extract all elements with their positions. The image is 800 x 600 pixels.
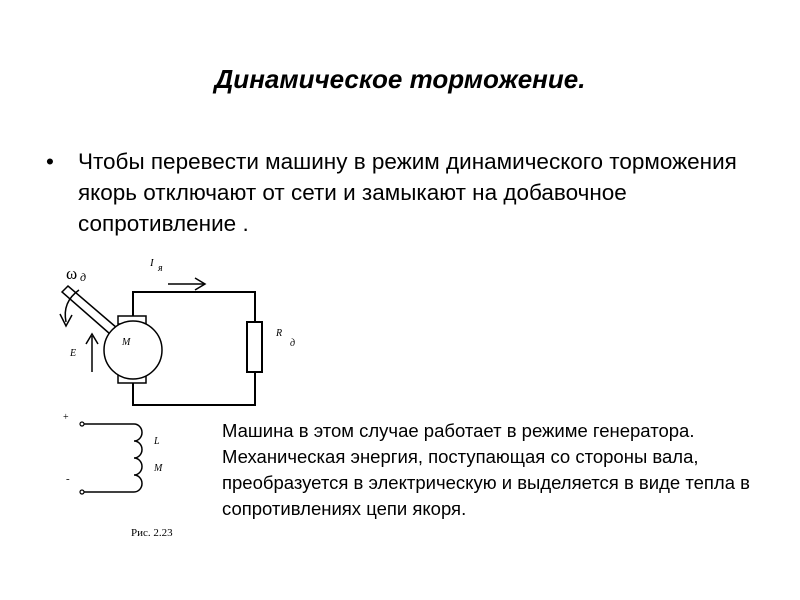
omega-sub-label: д — [80, 270, 87, 284]
current-label: I — [150, 257, 154, 269]
emf-label: E — [70, 348, 77, 359]
description-text: Машина в этом случае работает в режиме генератора. Механическая энергия, поступающая со стороны вала, преобразуется в электрическую и выделяется в виде тепла в сопротивлениях цепи якоря. — [222, 420, 750, 519]
bullet-text: Чтобы перевести машину в режим динамического торможения якорь отключают от сети и замыкают на добавочное сопротивление . — [78, 149, 737, 236]
terminal-plus — [80, 422, 84, 426]
figure-caption: Рис. 2.23 — [131, 527, 173, 539]
motor-armature — [104, 321, 162, 379]
motor-label: M — [122, 337, 131, 348]
field-l-label: L — [154, 436, 160, 447]
resistor-sub-label: д — [290, 338, 296, 349]
terminal-minus — [80, 490, 84, 494]
bottom-wire — [133, 372, 255, 405]
slide-title: Динамическое торможение. — [214, 64, 586, 94]
plus-label: + — [63, 412, 69, 423]
resistor-label: R — [276, 328, 283, 339]
current-sub-label: я — [158, 263, 163, 274]
resistor-rd — [247, 322, 262, 372]
omega-label: ω — [66, 264, 78, 283]
top-wire — [133, 292, 255, 322]
bullet-dot: • — [46, 149, 54, 174]
field-m-label: M — [154, 463, 163, 474]
field-coil — [134, 424, 142, 492]
minus-label: - — [66, 473, 70, 485]
